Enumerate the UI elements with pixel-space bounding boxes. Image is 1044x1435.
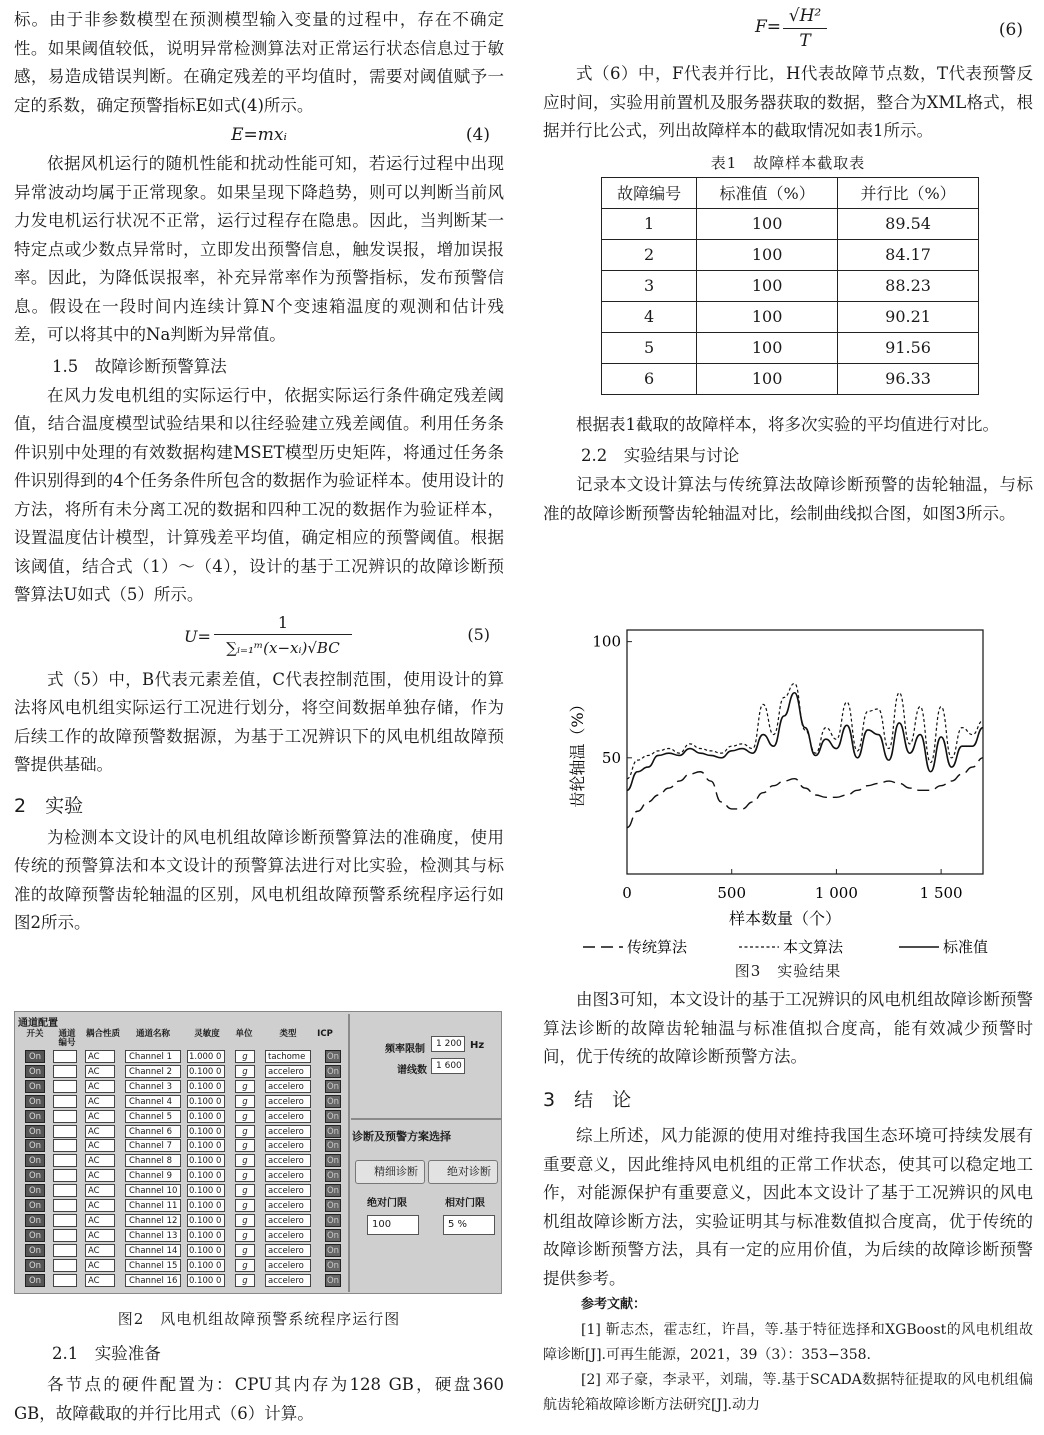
- freq-limit-input[interactable]: 1 200: [431, 1036, 465, 1052]
- sensor-type-select[interactable]: accelero: [265, 1110, 311, 1123]
- sensitivity-input[interactable]: 0.100 0: [187, 1244, 225, 1257]
- channel-name-input[interactable]: Channel 10: [125, 1184, 181, 1197]
- unit-input[interactable]: g: [235, 1199, 255, 1212]
- equation-6-lhs: F=: [755, 17, 782, 37]
- channel-switch-button[interactable]: On: [25, 1199, 45, 1212]
- sensitivity-input[interactable]: 0.100 0: [187, 1199, 225, 1212]
- fault-warning-program-screenshot: [14, 1011, 502, 1294]
- unit-input[interactable]: g: [235, 1169, 255, 1182]
- column-header: 灵敏度: [194, 1029, 220, 1039]
- icp-switch-button[interactable]: On: [326, 1260, 340, 1271]
- icp-switch-button[interactable]: On: [326, 1141, 340, 1152]
- channel-name-input[interactable]: Channel 5: [125, 1110, 181, 1123]
- y-tick-label: 50: [601, 748, 621, 767]
- sensitivity-input[interactable]: 1.000 0: [187, 1050, 225, 1063]
- unit-input[interactable]: g: [235, 1050, 255, 1063]
- icp-switch-button[interactable]: On: [326, 1275, 340, 1286]
- icp-switch-button[interactable]: On: [326, 1156, 340, 1167]
- channel-number-input[interactable]: [53, 1125, 77, 1138]
- table-cell: 3: [602, 270, 697, 301]
- unit-input[interactable]: g: [235, 1095, 255, 1108]
- unit-input[interactable]: g: [235, 1214, 255, 1227]
- channel-name-input[interactable]: Channel 1: [125, 1050, 181, 1063]
- sensitivity-input[interactable]: 0.100 0: [187, 1065, 225, 1078]
- sensitivity-input[interactable]: 0.100 0: [187, 1154, 225, 1167]
- rel-threshold-input[interactable]: 5 %: [443, 1215, 495, 1235]
- column-header: 耦合性质: [85, 1029, 120, 1039]
- sensor-type-select[interactable]: accelero: [265, 1095, 311, 1108]
- channel-name-input[interactable]: Channel 8: [125, 1154, 181, 1167]
- sensor-type-select[interactable]: accelero: [265, 1274, 311, 1287]
- table-cell: 6: [602, 363, 697, 394]
- sensitivity-input[interactable]: 0.100 0: [187, 1095, 225, 1108]
- equation-5-numerator: 1: [277, 612, 289, 632]
- channel-number-input[interactable]: [53, 1184, 77, 1197]
- sensor-type-select[interactable]: accelero: [265, 1199, 311, 1212]
- channel-number-input[interactable]: [53, 1065, 77, 1078]
- panel-divider-horizontal: [351, 1118, 501, 1120]
- section-heading-2: 2 实验: [14, 794, 84, 817]
- legend-label: 标准值: [943, 938, 989, 956]
- sensitivity-input[interactable]: 0.100 0: [187, 1274, 225, 1287]
- icp-switch-button[interactable]: On: [326, 1081, 340, 1092]
- coupling-select[interactable]: AC: [85, 1080, 115, 1093]
- table-cell: 1: [602, 208, 697, 239]
- coupling-select[interactable]: AC: [85, 1139, 115, 1152]
- unit-input[interactable]: g: [235, 1139, 255, 1152]
- section-heading-1-5: 1.5 故障诊断预警算法: [52, 356, 227, 376]
- coupling-select[interactable]: AC: [85, 1154, 115, 1167]
- channel-name-input[interactable]: Channel 3: [125, 1080, 181, 1093]
- sensitivity-input[interactable]: 0.100 0: [187, 1214, 225, 1227]
- absolute-diagnosis-button[interactable]: [428, 1160, 498, 1184]
- channel-switch-button[interactable]: On: [25, 1229, 45, 1242]
- table-cell: 100: [697, 239, 838, 270]
- icp-switch-button[interactable]: On: [326, 1171, 340, 1182]
- left-paragraph-3: 在风力发电机组的实际运行中，依据实际运行条件确定残差阈值，结合温度模型试验结果和以往经验建立残差阈值。利用任务条件识别中处理的有效数据构建MSET模型历史矩阵，将通过任务条件识别得到的4个任务条件所包含的数据作为验证样本。使用设计的方法，将所有未分离工况的数据和四种工况的数据作为验证样本，设置温度估计模型，计算残差平均值，确定相应的预警阈值。根据该阈值，结合式（1）～（4），设计的基于工况辨识的故障诊断预警算法U如式（5）所示。: [14, 385, 504, 604]
- channel-name-input[interactable]: Channel 6: [125, 1125, 181, 1138]
- equation-5-number: (5): [467, 624, 490, 644]
- plot-frame: [627, 630, 983, 874]
- experiment-result-chart: [543, 622, 1033, 982]
- sensitivity-input[interactable]: 0.100 0: [187, 1184, 225, 1197]
- figure-2-caption: 图2 风电机组故障预警系统程序运行图: [117, 1310, 401, 1328]
- equation-4-number: (4): [465, 125, 490, 145]
- table-row: [602, 270, 979, 301]
- section-heading-2-1: 2.1 实验准备: [52, 1344, 161, 1363]
- fine-diagnosis-label: 精细诊断: [374, 1165, 418, 1178]
- column-header: 通道名称: [135, 1029, 170, 1039]
- left-paragraph-4: 式（5）中，B代表元素差值，C代表控制范围，使用设计的算法将风电机组实际运行工况进行划分，将空间数据单独存储，作为后续工作的故障预警数据源，为基于工况辨识下的风电机组故障预警提供基础。: [14, 669, 504, 774]
- left-paragraph-6: 各节点的硬件配置为：CPU其内存为128 GB，硬盘360 GB，故障截取的并行比用式（6）计算。: [14, 1375, 504, 1423]
- sensor-type-select[interactable]: accelero: [265, 1259, 311, 1272]
- table-row: [602, 363, 979, 394]
- channel-number-input[interactable]: [53, 1169, 77, 1182]
- sensor-type-select[interactable]: accelero: [265, 1154, 311, 1167]
- channel-number-input[interactable]: [53, 1274, 77, 1287]
- left-paragraph-1: 标。由于非参数模型在预测模型输入变量的过程中，存在不确定性。如果阈值较低，说明异常检测算法对正常运行状态信息过于敏感，易造成错误判断。在确定残差的平均值时，需要对阈值赋予一定的系数，确定预警指标E如式(4)所示。: [14, 10, 504, 115]
- table-cell: 100: [697, 301, 838, 332]
- legend-label: 传统算法: [627, 938, 688, 956]
- channel-switch-button[interactable]: On: [25, 1125, 45, 1138]
- channel-name-input[interactable]: Channel 11: [125, 1199, 181, 1212]
- coupling-select[interactable]: AC: [85, 1259, 115, 1272]
- channel-name-input[interactable]: Channel 15: [125, 1259, 181, 1272]
- x-tick-label: 500: [717, 884, 747, 902]
- table-cell: 100: [697, 270, 838, 301]
- equation-6: [543, 0, 1033, 60]
- sensor-type-select[interactable]: tachome: [265, 1050, 311, 1063]
- table-cell: 100: [697, 363, 838, 394]
- icp-switch-button[interactable]: On: [326, 1066, 340, 1077]
- spectral-lines-label: 谱线数: [397, 1065, 427, 1076]
- coupling-select[interactable]: AC: [85, 1184, 115, 1197]
- icp-switch-button[interactable]: On: [326, 1126, 340, 1137]
- panel-divider: [348, 1014, 350, 1292]
- fine-diagnosis-button[interactable]: [355, 1160, 425, 1184]
- channel-name-input[interactable]: Channel 9: [125, 1169, 181, 1182]
- freq-limit-label: 频率限制: [385, 1044, 425, 1055]
- table-header-row: [602, 177, 979, 208]
- coupling-select[interactable]: AC: [85, 1110, 115, 1123]
- equation-6-number: (6): [998, 20, 1023, 40]
- table-cell: 5: [602, 332, 697, 363]
- channel-switch-button[interactable]: On: [25, 1274, 45, 1287]
- channel-name-input[interactable]: Channel 4: [125, 1095, 181, 1108]
- sensor-type-select[interactable]: accelero: [265, 1065, 311, 1078]
- coupling-select[interactable]: AC: [85, 1274, 115, 1287]
- table-header-cell: 故障编号: [602, 177, 697, 208]
- sensitivity-input[interactable]: 0.100 0: [187, 1229, 225, 1242]
- x-tick-label: 0: [622, 884, 632, 902]
- equation-6-denominator: T: [799, 31, 811, 51]
- right-paragraph-5: 综上所述，风力能源的使用对维持我国生态环境可持续发展有重要意义，因此维持风电机组的正常工作状态，使其可以稳定地工作，对能源保护有重要意义，因此本文设计了基于工况辨识的风电机组故障诊断方法，实验证明其与标准数值拟合度高，优于传统的故障诊断预警方法，具有一定的应用价值，为后续的故障诊断预警提供参考。: [543, 1126, 1033, 1288]
- unit-input[interactable]: g: [235, 1229, 255, 1242]
- channel-number-input[interactable]: [53, 1095, 77, 1108]
- table-cell: 2: [602, 239, 697, 270]
- x-tick-label: 1 000: [814, 884, 858, 902]
- table-cell: 89.54: [838, 208, 979, 239]
- freq-unit-label: Hz: [470, 1040, 485, 1051]
- channel-switch-button[interactable]: On: [25, 1080, 45, 1093]
- equation-4-body: E=mxᵢ: [231, 125, 287, 145]
- channel-switch-button[interactable]: On: [25, 1050, 45, 1063]
- channel-number-input[interactable]: [53, 1229, 77, 1242]
- series-line-1: [627, 758, 983, 828]
- channel-number-input[interactable]: [53, 1214, 77, 1227]
- icp-switch-button[interactable]: On: [326, 1215, 340, 1226]
- channel-switch-button[interactable]: On: [25, 1184, 45, 1197]
- column-header: 通道编号: [58, 1029, 76, 1048]
- channel-config-title: 通道配置: [18, 1018, 58, 1029]
- coupling-select[interactable]: AC: [85, 1065, 115, 1078]
- legend-label: 本文算法: [783, 938, 844, 956]
- sensitivity-input[interactable]: 0.100 0: [187, 1259, 225, 1272]
- table-cell: 88.23: [838, 270, 979, 301]
- channel-switch-button[interactable]: On: [25, 1244, 45, 1257]
- icp-switch-button[interactable]: On: [326, 1096, 340, 1107]
- unit-input[interactable]: g: [235, 1184, 255, 1197]
- channel-number-input[interactable]: [53, 1080, 77, 1093]
- sensor-type-select[interactable]: accelero: [265, 1125, 311, 1138]
- channel-name-input[interactable]: Channel 14: [125, 1244, 181, 1257]
- coupling-select[interactable]: AC: [85, 1050, 115, 1063]
- channel-switch-button[interactable]: On: [25, 1065, 45, 1078]
- table-row: [602, 332, 979, 363]
- channel-number-input[interactable]: [53, 1259, 77, 1272]
- equation-5: [14, 610, 504, 666]
- table-row: [602, 239, 979, 270]
- equation-5-lhs: U=: [184, 626, 211, 646]
- section-heading-3: 3 结 论: [543, 1089, 632, 1111]
- channel-number-input[interactable]: [53, 1154, 77, 1167]
- right-column: [543, 0, 1033, 1413]
- channel-switch-button[interactable]: On: [25, 1154, 45, 1167]
- channel-number-input[interactable]: [53, 1139, 77, 1152]
- channel-switch-button[interactable]: On: [25, 1259, 45, 1272]
- table-cell: 91.56: [838, 332, 979, 363]
- sensor-type-select[interactable]: accelero: [265, 1214, 311, 1227]
- channel-number-input[interactable]: [53, 1110, 77, 1123]
- unit-input[interactable]: g: [235, 1154, 255, 1167]
- table-row: [602, 208, 979, 239]
- sensitivity-input[interactable]: 0.100 0: [187, 1169, 225, 1182]
- sensitivity-input[interactable]: 0.100 0: [187, 1080, 225, 1093]
- section-heading-2-2: 2.2 实验结果与讨论: [581, 446, 740, 465]
- table-cell: 4: [602, 301, 697, 332]
- sensor-type-select[interactable]: accelero: [265, 1229, 311, 1242]
- right-paragraph-3: 记录本文设计算法与传统算法故障诊断预警的齿轮轴温，与标准的故障诊断预警齿轮轴温对比，绘制曲线拟合图，如图3所示。: [543, 475, 1033, 523]
- references-heading: 参考文献：: [581, 1297, 647, 1312]
- icp-switch-button[interactable]: On: [326, 1230, 340, 1241]
- unit-input[interactable]: g: [235, 1259, 255, 1272]
- sensor-type-select[interactable]: accelero: [265, 1080, 311, 1093]
- table-cell: 84.17: [838, 239, 979, 270]
- unit-input[interactable]: g: [235, 1065, 255, 1078]
- channel-name-input[interactable]: Channel 16: [125, 1274, 181, 1287]
- right-paragraph-2: 根据表1截取的故障样本，将多次实验的平均值进行对比。: [576, 414, 999, 434]
- absolute-diagnosis-label: 绝对诊断: [447, 1165, 491, 1178]
- sensitivity-input[interactable]: 0.100 0: [187, 1125, 225, 1138]
- coupling-select[interactable]: AC: [85, 1229, 115, 1242]
- table-cell: 90.21: [838, 301, 979, 332]
- table-cell: 96.33: [838, 363, 979, 394]
- coupling-select[interactable]: AC: [85, 1169, 115, 1182]
- icp-switch-button[interactable]: On: [326, 1245, 340, 1256]
- table-1-caption: 表1 故障样本截取表: [710, 153, 866, 172]
- scheme-title: 诊断及预警方案选择: [352, 1130, 451, 1143]
- channel-name-input[interactable]: Channel 7: [125, 1139, 181, 1152]
- figure-3-caption: 图3 实验结果: [734, 962, 842, 980]
- rel-threshold-label: 相对门限: [445, 1198, 485, 1209]
- fault-sample-table: [601, 177, 979, 395]
- coupling-select[interactable]: AC: [85, 1199, 115, 1212]
- left-paragraph-5: 为检测本文设计的风电机组故障诊断预警算法的准确度，使用传统的预警算法和本文设计的预警算法进行对比实验，检测其与标准的故障预警齿轮轴温的区别，风电机组故障预警系统程序运行如图2所示。: [14, 827, 504, 932]
- abs-threshold-input[interactable]: 100: [367, 1215, 419, 1235]
- unit-input[interactable]: g: [235, 1274, 255, 1287]
- sensor-type-select[interactable]: accelero: [265, 1169, 311, 1182]
- icp-switch-button[interactable]: On: [326, 1052, 340, 1062]
- column-header: 类型: [279, 1029, 297, 1039]
- series-line-2: [627, 683, 983, 778]
- channel-switch-button[interactable]: On: [25, 1110, 45, 1123]
- unit-input[interactable]: g: [235, 1080, 255, 1093]
- table-row: [602, 301, 979, 332]
- sensitivity-input[interactable]: 0.100 0: [187, 1110, 225, 1123]
- table-cell: 100: [697, 208, 838, 239]
- x-tick-label: 1 500: [919, 884, 963, 902]
- unit-input[interactable]: g: [235, 1244, 255, 1257]
- channel-name-input[interactable]: Channel 12: [125, 1214, 181, 1227]
- unit-input[interactable]: g: [235, 1125, 255, 1138]
- spectral-lines-select[interactable]: 1 600: [431, 1058, 465, 1074]
- equation-5-denominator: ∑ᵢ₌₁ᵐ(x−xᵢ)√BC: [226, 638, 340, 657]
- coupling-select[interactable]: AC: [85, 1095, 115, 1108]
- right-paragraph-1: 式（6）中，F代表并行比，H代表故障节点数，T代表预警反应时间，实验用前置机及服务器获取的数据，整合为XML格式，根据并行比公式，列出故障样本的截取情况如表1所示。: [543, 64, 1033, 140]
- reference-1: [1] 靳志杰，霍志红，许昌，等.基于特征选择和XGBoost的风电机组故障诊断[J].可再生能源，2021，39（3）：353−358.: [543, 1322, 1033, 1363]
- reference-2: [2] 邓子豪，李录平，刘瑞，等.基于SCADA数据特征提取的风电机组偏航齿轮箱故障诊断方法研究[J].动力: [543, 1372, 1033, 1413]
- x-axis-label: 样本数量（个）: [728, 909, 842, 928]
- channel-name-input[interactable]: Channel 2: [125, 1065, 181, 1078]
- table-header-cell: 并行比（%）: [838, 177, 979, 208]
- y-axis-label: 齿轮轴温（%）: [568, 696, 587, 808]
- icp-switch-button[interactable]: On: [326, 1201, 340, 1211]
- icp-switch-button[interactable]: On: [326, 1111, 340, 1122]
- sensor-type-select[interactable]: accelero: [265, 1184, 311, 1197]
- channel-switch-button[interactable]: On: [25, 1139, 45, 1152]
- coupling-select[interactable]: AC: [85, 1244, 115, 1257]
- sensor-type-select[interactable]: accelero: [265, 1139, 311, 1152]
- icp-switch-button[interactable]: On: [326, 1186, 340, 1197]
- channel-number-input[interactable]: [53, 1244, 77, 1257]
- table-header-cell: 标准值（%）: [697, 177, 838, 208]
- column-header: 开关: [26, 1029, 44, 1039]
- sensitivity-input[interactable]: 0.100 0: [187, 1139, 225, 1152]
- unit-input[interactable]: g: [235, 1110, 255, 1123]
- table-cell: 100: [697, 332, 838, 363]
- column-header: 单位: [235, 1029, 253, 1039]
- sensor-type-select[interactable]: accelero: [265, 1244, 311, 1257]
- left-paragraph-2: 依据风机运行的随机性能和扰动性能可知，若运行过程中出现异常波动均属于正常现象。如果呈现下降趋势，则可以判断当前风力发电机运行状况不正常，运行过程存在隐患。因此，当判断某一特定点或少数点异常时，立即发出预警信息，触发误报，增加误报率。因此，为降低误报率，补充异常率作为预警指标，发布预警信息。假设在一段时间内连续计算N个变速箱温度的观测和估计残差，可以将其中的Na判断为异常值。: [14, 154, 504, 344]
- column-header: ICP: [317, 1029, 333, 1039]
- channel-name-input[interactable]: Channel 13: [125, 1229, 181, 1242]
- channel-switch-button[interactable]: On: [25, 1214, 45, 1227]
- channel-switch-button[interactable]: On: [25, 1169, 45, 1182]
- channel-number-input[interactable]: [53, 1199, 77, 1212]
- channel-number-input[interactable]: [53, 1050, 77, 1063]
- series-line-3: [627, 693, 983, 791]
- right-paragraph-4: 由图3可知，本文设计的基于工况辨识的风电机组故障诊断预警算法诊断的故障齿轮轴温与标准值拟合度高，能有效减少预警时间，优于传统的故障诊断预警方法。: [543, 990, 1033, 1066]
- equation-4: [14, 120, 504, 150]
- equation-6-numerator: √H²: [788, 6, 822, 26]
- coupling-select[interactable]: AC: [85, 1214, 115, 1227]
- channel-switch-button[interactable]: On: [25, 1095, 45, 1108]
- y-tick-label: 100: [592, 632, 621, 651]
- abs-threshold-label: 绝对门限: [367, 1198, 407, 1209]
- coupling-select[interactable]: AC: [85, 1125, 115, 1138]
